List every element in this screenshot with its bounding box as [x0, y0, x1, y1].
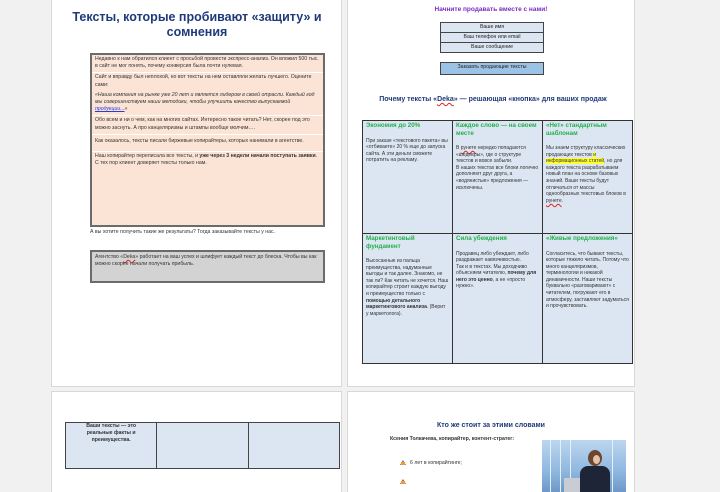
text: , но для каждого текста разрабатываем новый план на основе базовых знаний. Ваши тексты будут отличаться от массы однообразных текстовых блоков в — [546, 158, 626, 198]
highlighted-text: информационных статей — [546, 158, 605, 165]
quote-end: » — [124, 106, 128, 113]
result-text: Наш копирайтер переписала все тексты, и — [95, 153, 200, 160]
cta-heading: Начните продавать вместе с нами! — [434, 6, 548, 13]
text: Мы знаем структуру классических продающих текстов — [546, 145, 626, 158]
facts-cell: Ваши тексты — это реальные факты и преимущества. — [66, 423, 157, 469]
benefit-title: Сила убеждения — [456, 235, 507, 242]
case-text-2: Сайт и вправду был неплохой, но вот тексты на нем оставляли желать лучшего. Оцените сами: — [95, 74, 312, 88]
benefits-table — [362, 120, 633, 364]
case-paragraph — [92, 55, 323, 73]
message-field[interactable]: Ваше сообщение — [471, 44, 513, 50]
case-text-4: Как оказалось, тексты писали биржевые копирайтеры, которых нанимали в агентстве. — [95, 137, 304, 144]
empty-cell — [157, 423, 248, 469]
misspelled-word: рунете — [546, 197, 562, 204]
benefit-text — [366, 258, 449, 317]
list-item — [400, 473, 410, 491]
text: . (Верит у маркетолога). — [366, 304, 446, 317]
case-paragraph — [92, 135, 323, 152]
name-field[interactable]: Ваше имя — [441, 23, 543, 33]
case-paragraph — [92, 152, 323, 169]
text: . — [561, 197, 564, 204]
benefit-cell — [453, 234, 543, 364]
list-item — [400, 460, 462, 466]
bold-text: почему для него это ценно — [456, 270, 537, 283]
call-to-order-text: А вы хотите получить такие же результаты? Тогда заказывайте тексты у нас. — [90, 229, 276, 235]
document-page-3 — [52, 392, 341, 492]
contact-form — [440, 22, 544, 53]
benefit-cell — [363, 121, 453, 234]
case-text-3: Обо всем и ни о чем, как на многих сайтах. Интересно такое читать? Нет, скорее под это можно заснуть. А про канцеляризмы и штампы вообще молчим…. — [95, 117, 310, 131]
document-page-4 — [348, 392, 634, 492]
agency-text: Агентство « — [95, 254, 124, 260]
order-button[interactable]: Заказать продающие тексты — [440, 62, 544, 75]
benefit-title: «Живые предложения» — [546, 235, 618, 242]
benefit-text — [456, 251, 539, 291]
benefit-title: Экономия до 20% — [366, 122, 421, 129]
heading-text-end: » — решающая «кнопка» для ваших продаж — [453, 96, 607, 103]
person-body-shape — [580, 466, 610, 492]
benefit-text — [456, 145, 539, 191]
benefit-title: Маркетинговый фундамент — [366, 235, 415, 250]
page-title: Тексты, которые пробивают «защиту» и сомнения — [72, 10, 322, 39]
text: Продавец либо убеждает, либо раздражает навязчивостью. — [456, 250, 529, 264]
text: В — [456, 145, 461, 151]
case-study-box — [90, 53, 325, 227]
document-page-1 — [52, 0, 341, 386]
text: нередко попадаются «шедевры», где о структуре текстов и вовсе забыли. — [456, 145, 526, 165]
text: Высосанные из пальца преимущества, надуманные выгоды и так далее. Знакомо, не так ли? Как читать не хочется. Наш копирайтер строит каждую выгоду и преимущество только с — [366, 258, 449, 297]
misspelled-word: рунете — [460, 145, 477, 151]
brand-name: Deka — [437, 96, 454, 103]
bold-text: помощью детального маркетингового анализа — [366, 297, 427, 311]
quote-link[interactable]: продукции... — [95, 106, 125, 113]
text: Так и в текстах. Мы доходчиво объясняем читателю, — [456, 263, 528, 277]
bullet-icon — [400, 460, 406, 465]
empty-cell — [248, 423, 339, 469]
case-text-5 — [95, 153, 320, 167]
brand-name: Deka — [123, 254, 136, 260]
team-heading: Кто же стоит за этими словами — [437, 422, 545, 429]
case-quote — [95, 92, 320, 114]
benefit-cell — [543, 234, 633, 364]
case-paragraph — [92, 116, 323, 134]
benefit-cell — [453, 121, 543, 234]
author-intro: Ксения Толкачева, копирайтер, контент-стратег: — [390, 436, 515, 442]
agency-text-end: » работает на ваш успех и шлифует каждый текст до блеска. Чтобы вы как можно скорее начали получать прибыль. — [95, 254, 317, 268]
section-heading — [368, 95, 618, 104]
agency-box — [90, 250, 325, 283]
benefit-title: Каждое слово — на своем месте — [456, 122, 537, 137]
case-text-1: Недавно к нам обратился клиент с просьбой провести экспресс-анализ. Он вложил 500 тыс. в сайт не мог понять, почему конверсия была почти нулевая. — [95, 56, 319, 70]
text: В наших текстах все блоки логично дополняют друг друга, а «водянистые» предложения — исключены. — [456, 164, 539, 191]
benefit-text: Согласитесь, что бывают тексты, которые тяжело читать. Потому что много канцеляризмов, терминологии и никакой динамичности. Наши тексты буквально «разговаривают» с читателем, погружают его в атмосферу, заставляют задуматься и прочувствовать. — [546, 250, 629, 310]
benefit-cell — [363, 234, 453, 364]
bullet-icon — [400, 479, 406, 484]
benefit-text: При заказе «текстового пакета» вы «отбиваете» 20 % еще до запуска сайта. А эти деньги сможете потратить на рекламу. — [366, 137, 448, 164]
contact-field[interactable]: Ваш телефон или email — [441, 33, 543, 43]
author-photo — [542, 440, 626, 492]
case-paragraph — [92, 73, 323, 116]
heading-text: Почему тексты « — [379, 96, 438, 103]
result-highlight: уже через 3 недели начали поступать заявки — [199, 153, 316, 160]
document-page-2 — [348, 0, 634, 386]
benefit-title: «Нет» стандартным шаблонам — [546, 122, 607, 137]
facts-table — [65, 422, 340, 469]
text: , а не «просто нужно». — [456, 276, 526, 290]
person-face-shape — [593, 455, 600, 464]
list-item-text: 6 лет в копирайтинге; — [410, 460, 462, 466]
result-end: . С тех пор клиент доверяет тексты только нам. — [95, 153, 318, 167]
highlighted-text: и — [593, 151, 597, 158]
quote-text: «Наша компания на рынке уже 20 лет и является лидером в своей отрасли. Каждый год мы совершенствуем наши методики, чтобы улучшить качество выпускаемой — [95, 91, 315, 106]
benefit-cell — [543, 121, 633, 234]
benefit-text — [546, 145, 629, 204]
